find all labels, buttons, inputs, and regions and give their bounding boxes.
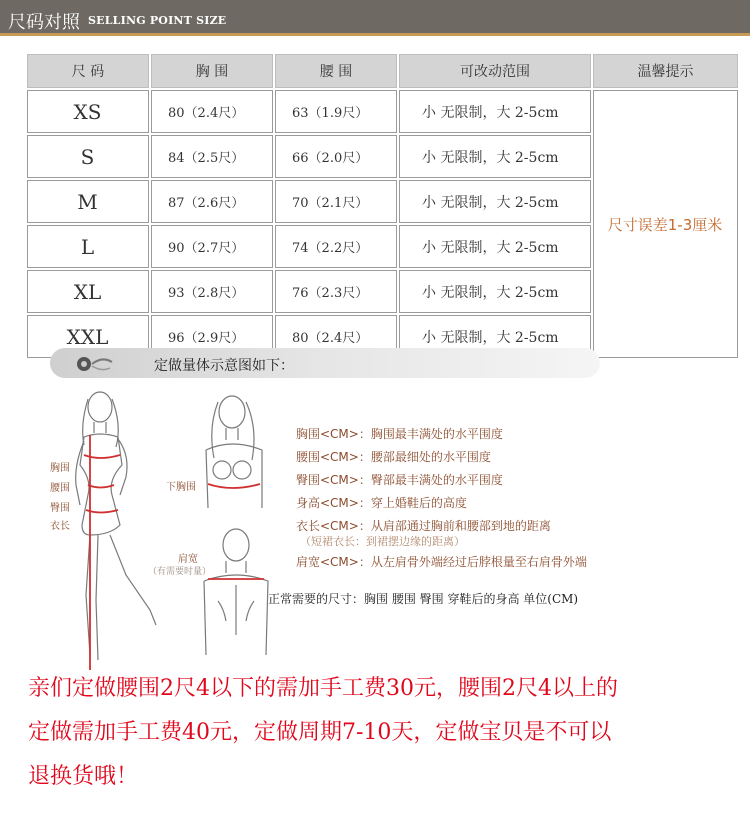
section-banner <box>50 348 600 378</box>
size-table <box>25 52 740 360</box>
label-shoulder-note: （有需要时量） <box>148 567 212 577</box>
tip-cell: 尺寸误差1-3厘米 <box>593 90 738 358</box>
definition-chest: 胸围<CM>：胸围最丰满处的水平围度 <box>296 427 503 441</box>
range-cell: 小 无限制，大 2-5cm <box>399 225 591 268</box>
size-cell: M <box>27 180 149 223</box>
notice-line-3: 退换货哦！ <box>28 764 139 789</box>
definition-height: 身高<CM>：穿上婚鞋后的高度 <box>296 496 467 510</box>
bust-figure-icon <box>196 388 276 513</box>
notice-line-2: 定做需加手工费40元，定做周期7-10天，定做宝贝是不可以 <box>28 720 612 745</box>
range-cell: 小 无限制，大 2-5cm <box>399 135 591 178</box>
size-cell: XXL <box>27 315 149 358</box>
col-header-chest: 胸 围 <box>151 54 273 88</box>
label-length: 衣长 <box>50 521 70 532</box>
definition-waist: 腰围<CM>：腰部最细处的水平围度 <box>296 450 491 464</box>
waist-cell: 74（2.2尺） <box>275 225 397 268</box>
size-cell: XL <box>27 270 149 313</box>
label-waist: 腰围 <box>50 483 70 494</box>
waist-cell: 63（1.9尺） <box>275 90 397 133</box>
col-header-tip: 温馨提示 <box>593 54 738 88</box>
full-body-figure-icon <box>60 385 170 670</box>
table-row <box>27 90 738 133</box>
waist-cell: 76（2.3尺） <box>275 270 397 313</box>
flower-icon <box>72 352 116 376</box>
chest-cell: 96（2.9尺） <box>151 315 273 358</box>
definition-length: 衣长<CM>：从肩部通过胸前和腰部到地的距离 <box>296 519 551 533</box>
definition-note: （短裙衣长：到裙摆边缘的距离） <box>300 535 465 548</box>
range-cell: 小 无限制，大 2-5cm <box>399 315 591 358</box>
range-cell: 小 无限制，大 2-5cm <box>399 90 591 133</box>
col-header-range: 可改动范围 <box>399 54 591 88</box>
size-cell: L <box>27 225 149 268</box>
waist-cell: 80（2.4尺） <box>275 315 397 358</box>
range-cell: 小 无限制，大 2-5cm <box>399 180 591 223</box>
chest-cell: 90（2.7尺） <box>151 225 273 268</box>
normal-sizes-text: 正常需要的尺寸：胸围 腰围 臀围 穿鞋后的身高 单位(CM) <box>268 592 579 606</box>
col-header-waist: 腰 围 <box>275 54 397 88</box>
definition-shoulder: 肩宽<CM>：从左肩骨外端经过后脖根量至右肩骨外端 <box>296 555 587 569</box>
chest-cell: 80（2.4尺） <box>151 90 273 133</box>
label-shoulder: 肩宽 <box>178 554 198 565</box>
back-figure-icon <box>196 525 276 660</box>
chest-cell: 87（2.6尺） <box>151 180 273 223</box>
col-header-size: 尺 码 <box>27 54 149 88</box>
header-title-en: SELLING POINT SIZE <box>88 14 227 27</box>
section-title: 定做量体示意图如下： <box>154 358 294 374</box>
size-cell: XS <box>27 90 149 133</box>
size-cell: S <box>27 135 149 178</box>
notice-line-1: 亲们定做腰围2尺4以下的需加手工费30元，腰围2尺4以上的 <box>28 676 618 701</box>
definition-hip: 臀围<CM>：臀部最丰满处的水平围度 <box>296 473 503 487</box>
label-chest: 胸围 <box>50 463 70 474</box>
waist-cell: 66（2.0尺） <box>275 135 397 178</box>
label-hip: 臀围 <box>50 503 70 514</box>
range-cell: 小 无限制，大 2-5cm <box>399 270 591 313</box>
label-underbust: 下胸围 <box>166 482 196 493</box>
page-header <box>0 0 750 36</box>
table-header-row <box>27 54 738 88</box>
waist-cell: 70（2.1尺） <box>275 180 397 223</box>
chest-cell: 84（2.5尺） <box>151 135 273 178</box>
chest-cell: 93（2.8尺） <box>151 270 273 313</box>
header-title-zh: 尺码对照 <box>8 12 80 33</box>
